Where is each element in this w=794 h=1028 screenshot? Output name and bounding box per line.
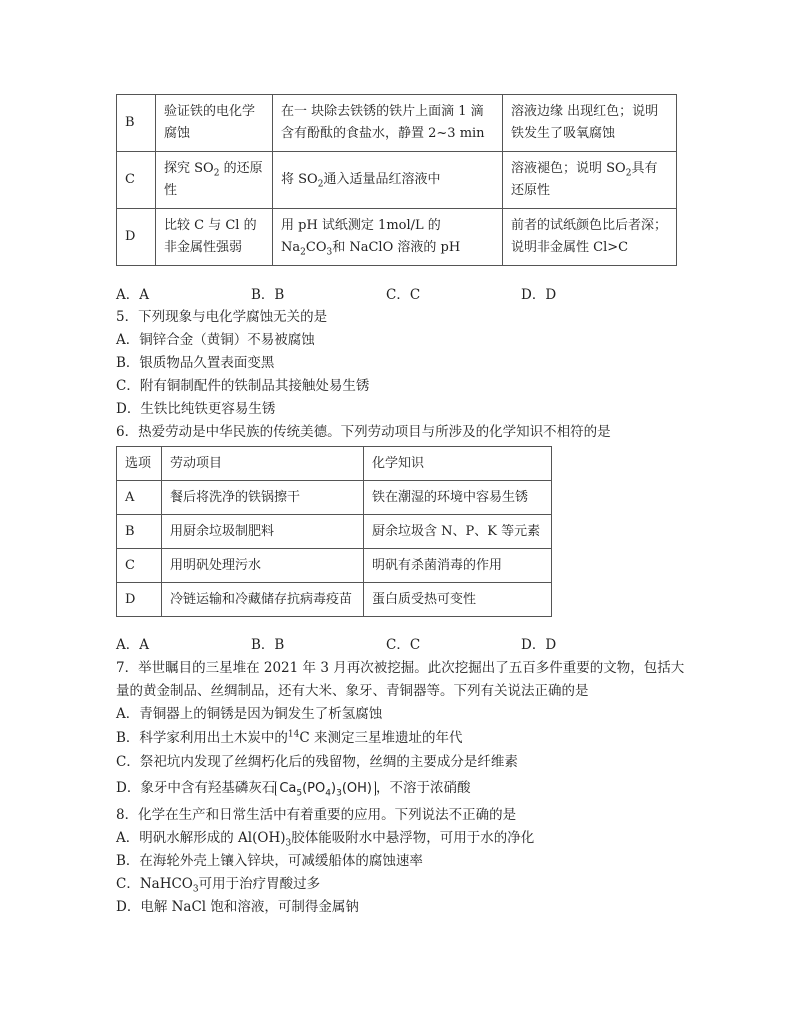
- purpose-cell: 验证铁的电化学腐蚀: [156, 95, 273, 152]
- operation-cell: 用 pH 试纸测定 1mol/L 的 $Na_2CO_3$和 NaClO 溶液的 pH: [273, 209, 503, 266]
- q7-option-d: D．象牙中含有羟基磷灰石 $Ca_5(PO_4)_3(OH)$ ，不溶于浓硝酸: [116, 780, 471, 799]
- q5-option-c: C．附有铜制配件的铁制品其接触处易生锈: [116, 378, 370, 394]
- question-5-stem: 5．下列现象与电化学腐蚀无关的是: [116, 309, 328, 325]
- question-8-stem: 8．化学在生产和日常生活中有着重要的应用。下列说法不正确的是: [116, 807, 517, 823]
- table-row: [117, 95, 677, 152]
- knowledge-cell: 蛋白质受热可变性: [364, 583, 552, 617]
- table-row: [117, 209, 677, 266]
- q7-option-c: C．祭祀坑内发现了丝绸朽化后的残留物，丝绸的主要成分是纤维素: [116, 754, 518, 770]
- question-7-stem-line2: 量的黄金制品、丝绸制品，还有大米、象牙、青铜器等。下列有关说法正确的是: [116, 683, 589, 699]
- choice-a: A．A: [116, 287, 149, 303]
- option-cell: C: [117, 549, 162, 583]
- labor-cell: 冷链运输和冷藏储存抗病毒疫苗: [162, 583, 364, 617]
- labor-cell: 用明矾处理污水: [162, 549, 364, 583]
- option-cell: A: [117, 481, 162, 515]
- labor-cell: 用厨余垃圾制肥料: [162, 515, 364, 549]
- choice-a: A．A: [116, 637, 149, 653]
- q8-option-b: B．在海轮外壳上镶入锌块，可减缓船体的腐蚀速率: [116, 853, 423, 869]
- choice-b: B．B: [251, 637, 285, 653]
- q8-option-c: C．NaHCO$_3$可用于治疗胃酸过多: [116, 876, 321, 895]
- question-6-stem: 6．热爱劳动是中华民族的传统美德。下列劳动项目与所涉及的化学知识不相符的是: [116, 424, 611, 440]
- table-header-row: [117, 447, 552, 481]
- choice-c: C．C: [386, 637, 421, 653]
- table-row: [117, 152, 677, 209]
- operation-cell: 将 $SO_2$通入适量品红溶液中: [273, 152, 503, 209]
- option-cell: B: [117, 95, 156, 152]
- result-cell: 溶液边缘 出现红色；说明铁发生了吸氧腐蚀: [503, 95, 677, 152]
- q7-option-a: A．青铜器上的铜锈是因为铜发生了析氢腐蚀: [116, 706, 383, 722]
- table-row: [117, 515, 552, 549]
- choice-c: C．C: [386, 287, 421, 303]
- q5-option-a: A．铜锌合金（黄铜）不易被腐蚀: [116, 332, 315, 348]
- result-cell: 前者的试纸颜色比后者深；说明非金属性 Cl>C: [503, 209, 677, 266]
- header-option: 选项: [117, 447, 162, 481]
- question-7-stem-line1: 7．举世瞩目的三星堆在 2021 年 3 月再次被挖掘。此次挖掘出了五百多件重要的文物，包括大: [116, 660, 685, 676]
- labor-table-q6: [116, 446, 552, 617]
- purpose-cell: 比较 C 与 Cl 的非金属性强弱: [156, 209, 273, 266]
- choice-d: D．D: [521, 287, 557, 303]
- operation-cell: 在一 块除去铁锈的铁片上面滴 1 滴含有酚酞的食盐水，静置 2~3 min: [273, 95, 503, 152]
- header-knowledge: 化学知识: [364, 447, 552, 481]
- q5-option-b: B．银质物品久置表面变黑: [116, 355, 275, 371]
- choice-d: D．D: [521, 637, 557, 653]
- option-cell: B: [117, 515, 162, 549]
- option-cell: C: [117, 152, 156, 209]
- table-row: [117, 549, 552, 583]
- chemical-formula: $Ca_5(PO_4)_3(OH)$: [275, 781, 376, 796]
- experiment-table-q4: [116, 94, 677, 266]
- option-cell: D: [117, 209, 156, 266]
- labor-cell: 餐后将洗净的铁锅擦干: [162, 481, 364, 515]
- option-cell: D: [117, 583, 162, 617]
- knowledge-cell: 明矾有杀菌消毒的作用: [364, 549, 552, 583]
- q5-option-d: D．生铁比纯铁更容易生锈: [116, 401, 276, 417]
- answer-choices-q6: [116, 635, 656, 655]
- header-labor: 劳动项目: [162, 447, 364, 481]
- q7-option-b: B．科学家利用出土木炭中的$^{14}$C 来测定三星堆遗址的年代: [116, 729, 463, 746]
- answer-choices-q4: [116, 285, 656, 305]
- purpose-cell: 探究 $SO_2$ 的还原性: [156, 152, 273, 209]
- result-cell: 溶液褪色；说明 $SO_2$具有还原性: [503, 152, 677, 209]
- table-row: [117, 583, 552, 617]
- choice-b: B．B: [251, 287, 285, 303]
- q8-option-d: D．电解 NaCl 饱和溶液，可制得金属钠: [116, 899, 359, 915]
- q8-option-a: A．明矾水解形成的 $Al(OH)_3$胶体能吸附水中悬浮物，可用于水的净化: [116, 830, 535, 849]
- table-row: [117, 481, 552, 515]
- knowledge-cell: 厨余垃圾含 N、P、K 等元素: [364, 515, 552, 549]
- knowledge-cell: 铁在潮湿的环境中容易生锈: [364, 481, 552, 515]
